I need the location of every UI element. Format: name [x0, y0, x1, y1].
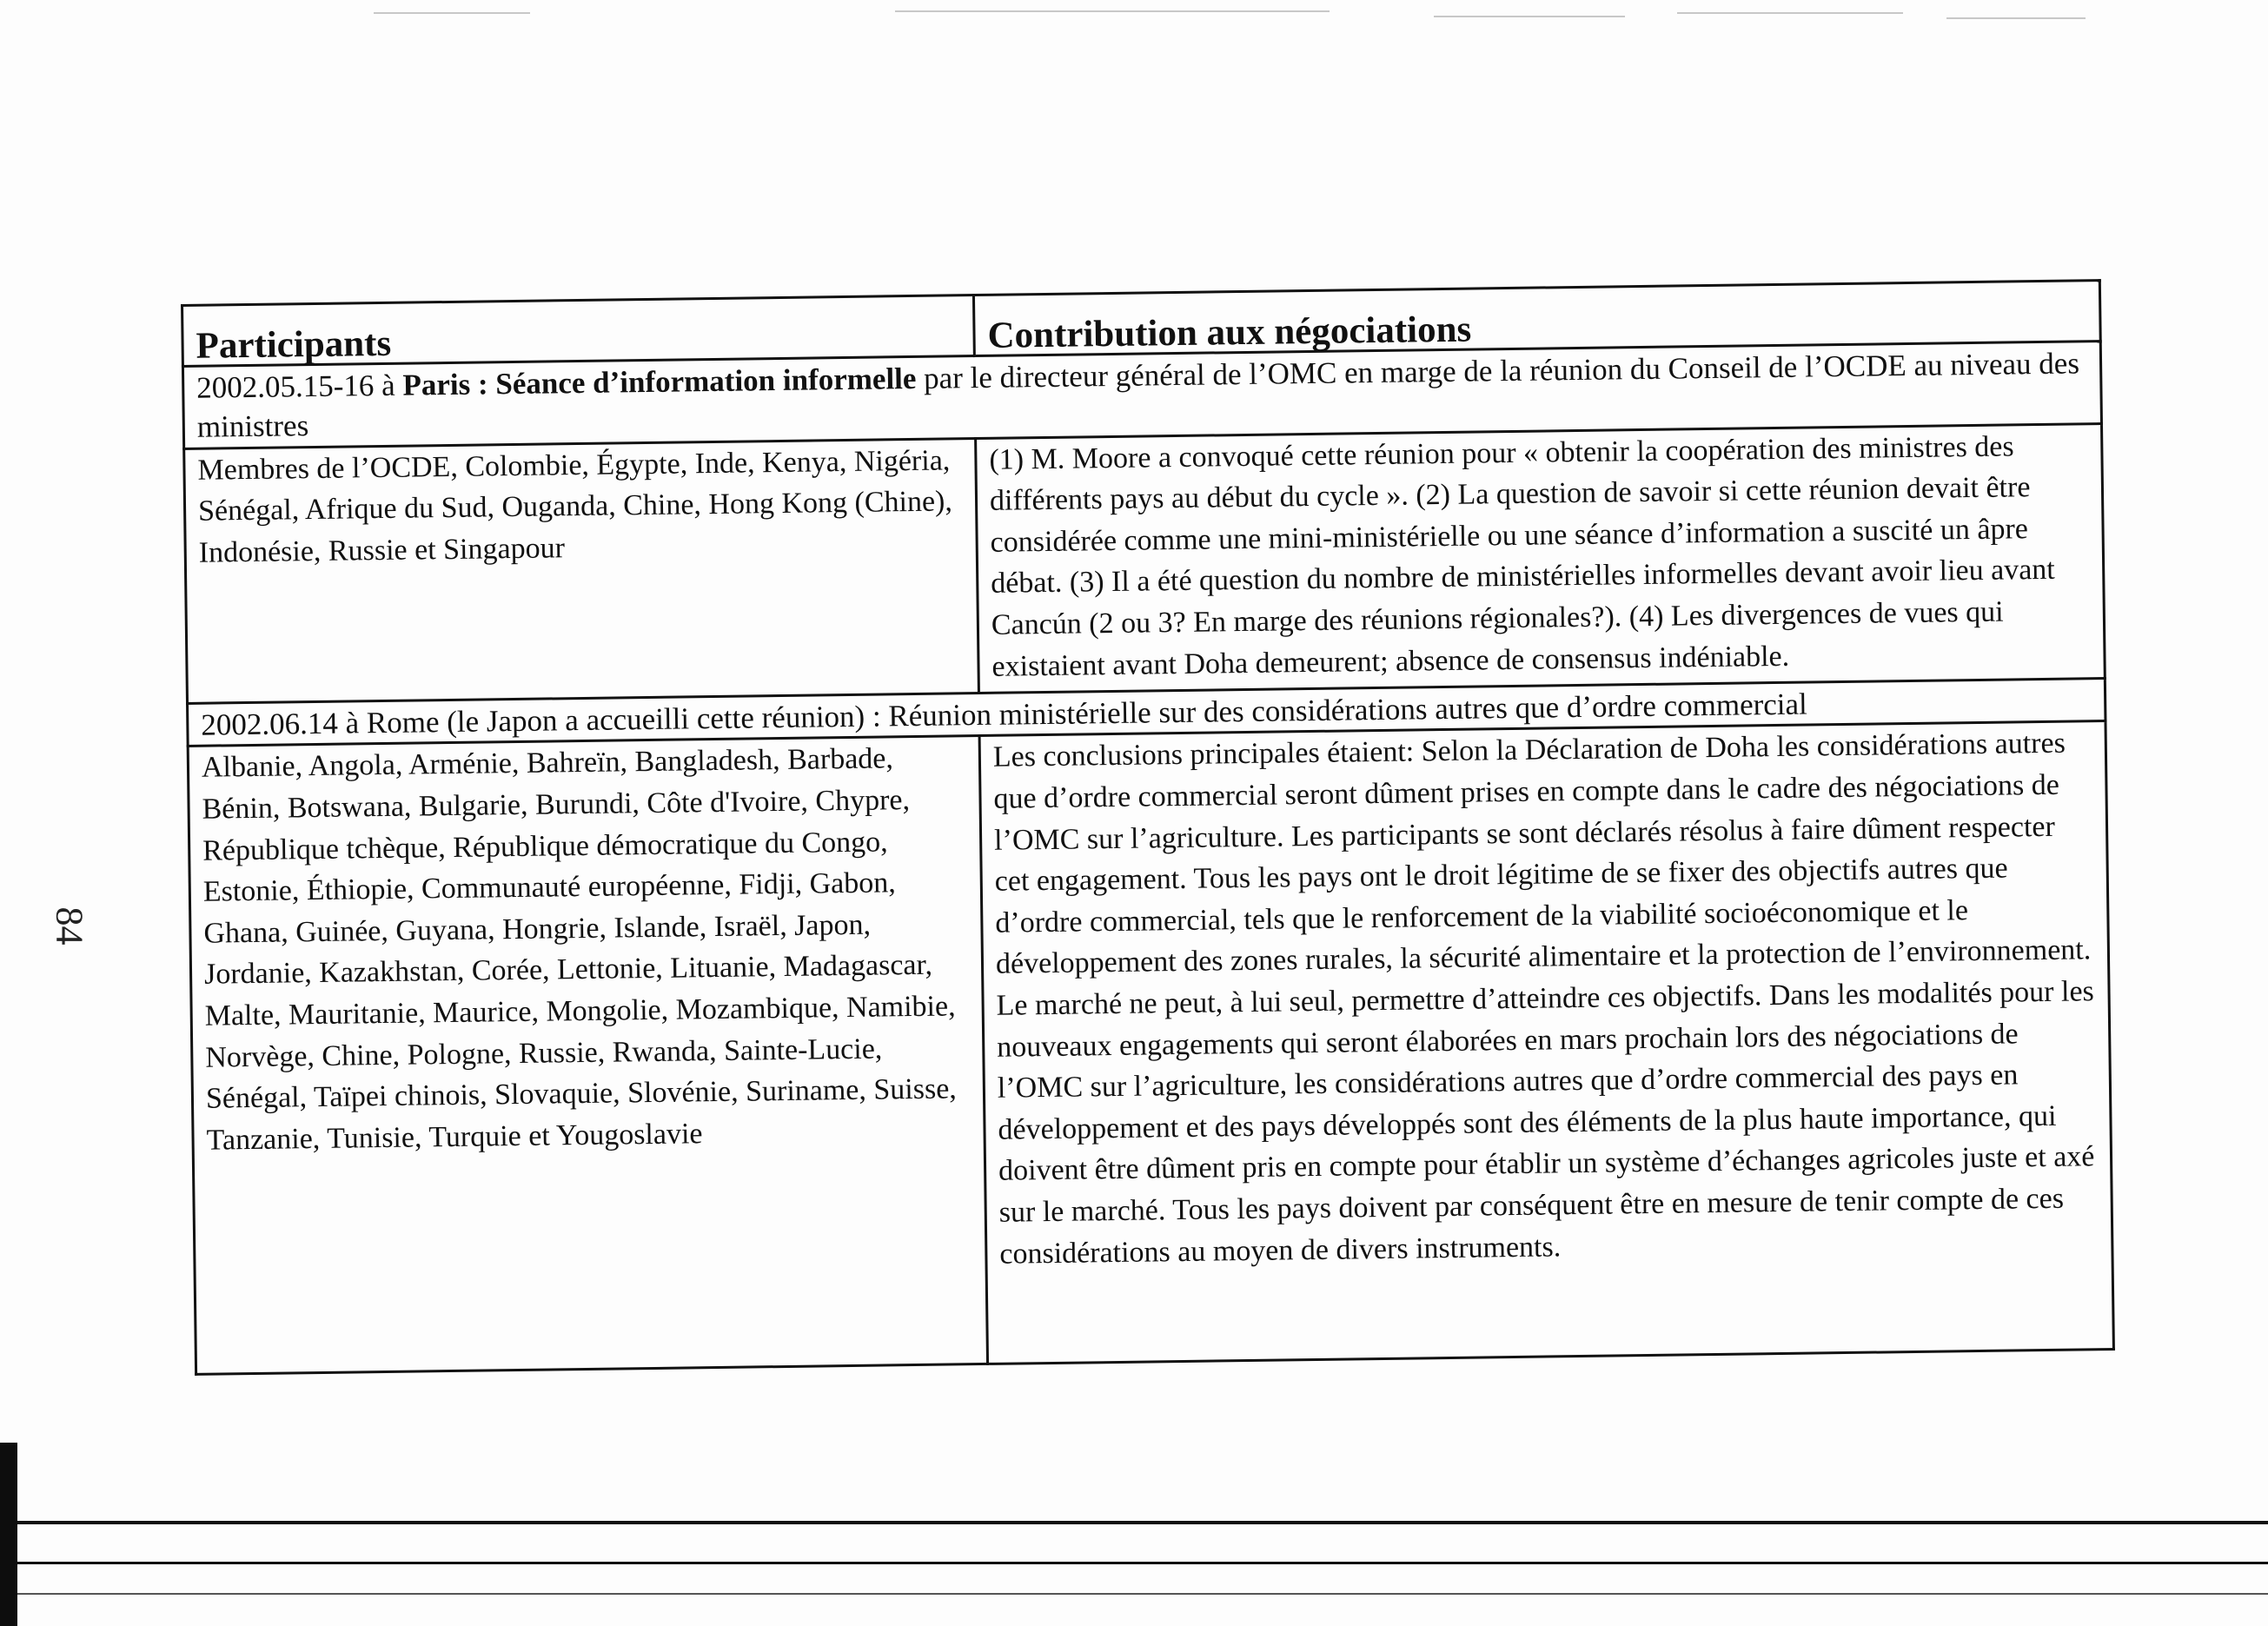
meeting-date: 2002.06.14 à Rome (le Japon a accueilli cette réunion) : Réunion ministérielle sur des considérations autres que d’ordre commercial [201, 687, 1808, 742]
page-bottom-rule [0, 1521, 2268, 1524]
scan-speck [895, 10, 1330, 12]
page-bottom-rule [0, 1562, 2268, 1564]
scan-speck [374, 12, 530, 14]
scan-speck [1946, 17, 2086, 19]
meeting-body-row [188, 721, 2113, 1375]
meeting-body-row [184, 423, 2106, 703]
header-contribution: Contribution aux négociations [973, 281, 2100, 356]
header-participants: Participants [182, 295, 975, 367]
contribution-cell: (1) M. Moore a convoqué cette réunion pour « obtenir la coopération des ministres des différents pays au début du cycle ». (2) La question de savoir si cette réunion devait être considérée comme une mini-ministérielle ou une séance d’information a suscité un âpre débat. (3) Il a été question du nombre de ministérielles informelles devant avoir lieu avant Cancún (2 ou 3? En marge des réunions régionales?). (4) Les divergences de vues qui existaient avant Doha demeurent; absence de consensus indéniable. [976, 423, 2106, 693]
scan-edge-shadow [0, 1443, 17, 1626]
contribution-cell: Les conclusions principales étaient: Selon la Déclaration de Doha les considérations autres que d’ordre commercial seront dûment prises en compte dans le cadre des négociations de l’OMC sur l’agriculture. Les participants se sont déclarés résolus à faire dûment respecter cet engagement. Tous les pays ont le droit légitime de se fixer des objectifs autres que d’ordre commercial, tels que le renforcement de la viabilité socioéconomique et le développement des zones rurales, la sécurité alimentaire et la protection de l’environnement. Le marché ne peut, à lui seul, permettre d’atteindre ces objectifs. Dans les modalités pour les nouveaux engagements qui seront élaborées en mars prochain lors des négociations de l’OMC sur l’agriculture, les considérations autres que d’ordre commercial des pays en développement et des pays développés sont des éléments de la plus haute importance, qui doivent être dûment pris en compte pour établir un système d’échanges agricoles juste et axé sur le marché. Tous les pays doivent par conséquent être en mesure de tenir compte de ces considérations au moyen de divers instruments. [979, 721, 2113, 1364]
page-number: 84 [48, 906, 91, 946]
meeting-date: 2002.05.15-16 à [196, 368, 403, 405]
page-bottom-rule [0, 1593, 2268, 1595]
scan-speck [1677, 12, 1903, 14]
participants-cell: Albanie, Angola, Arménie, Bahreïn, Bangladesh, Barbade, Bénin, Botswana, Bulgarie, Burundi, Côte d'Ivoire, Chypre, République tchèque, République démocratique du Congo, Estonie, Éthiopie, Communauté européenne, Fidji, Gabon, Ghana, Guinée, Guyana, Hongrie, Islande, Israël, Japon, Jordanie, Kazakhstan, Corée, Lettonie, Lituanie, Madagascar, Malte, Mauritanie, Maurice, Mongolie, Mozambique, Namibie, Norvège, Chine, Pologne, Russie, Rwanda, Sainte-Lucie, Sénégal, Taïpei chinois, Slovaquie, Slovénie, Suriname, Suisse, Tanzanie, Tunisie, Turquie et Yougoslavie [188, 736, 987, 1375]
meeting-title-rest: par le directeur général de l’OMC en marge de la réunion du Conseil de l’OCDE au niveau des ministres [196, 346, 2080, 444]
participants-cell: Membres de l’OCDE, Colombie, Égypte, Inde, Kenya, Nigéria, Sénégal, Afrique du Sud, Ouganda, Chine, Hong Kong (Chine), Indonésie, Russie et Singapour [184, 438, 979, 703]
negotiations-table [181, 279, 2115, 1376]
scan-speck [1434, 16, 1625, 17]
meeting-title-bold: Paris : Séance d’information informelle [402, 361, 917, 402]
